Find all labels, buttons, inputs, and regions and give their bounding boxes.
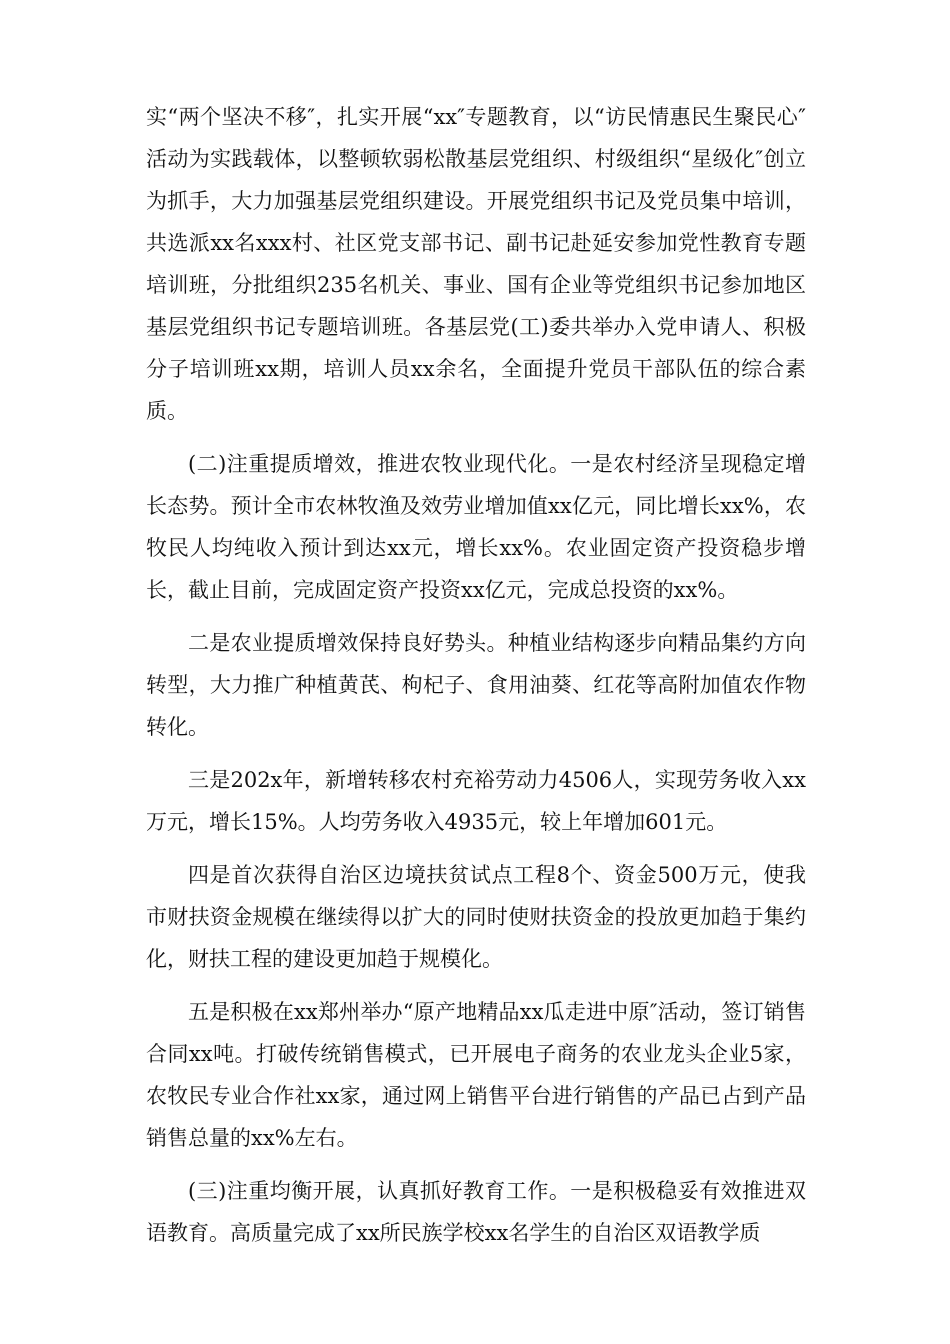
document-page — [146, 96, 806, 1265]
paragraph-party-building: 实“两个坚决不移″，扎实开展“xx″专题教育，以“访民情惠民生聚民心″活动为实践载体，以整顿软弱松散基层党组织、村级组织“星级化″创立为抓手，大力加强基层党组织建设。开展党组织书记及党员集中培训，共选派xx名xxx村、社区党支部书记、副书记赴延安参加党性教育专题培训班，分批组织235名机关、事业、国有企业等党组织书记参加地区基层党组织书记专题培训班。各基层党(工)委共举办入党申请人、积极分子培训班xx期，培训人员xx余名，全面提升党员干部队伍的综合素质。 — [146, 105, 806, 423]
paragraph-agriculture-quality: 二是农业提质增效保持良好势头。种植业结构逐步向精品集约方向转型，大力推广种植黄芪、枸杞子、食用油葵、红花等高附加值农作物转化。 — [146, 631, 806, 739]
paragraph-poverty-relief: 四是首次获得自治区边境扶贫试点工程8个、资金500万元，使我市财扶资金规模在继续得以扩大的同时使财扶资金的投放更加趋于集约化，财扶工程的建设更加趋于规模化。 — [146, 863, 806, 971]
paragraph-labor-transfer: 三是202x年，新增转移农村充裕劳动力4506人，实现劳务收入xx万元，增长15%。人均劳务收入4935元，较上年增加601元。 — [146, 768, 806, 834]
paragraph-education: (三)注重均衡开展，认真抓好教育工作。一是积极稳妥有效推进双语教育。高质量完成了xx所民族学校xx名学生的自治区双语教学质 — [146, 1179, 806, 1245]
paragraph-sales: 五是积极在xx郑州举办“原产地精品xx瓜走进中原″活动，签订销售合同xx吨。打破传统销售模式，已开展电子商务的农业龙头企业5家，农牧民专业合作社xx家，通过网上销售平台进行销售的产品已占到产品销售总量的xx%左右。 — [146, 1000, 806, 1150]
paragraph-agriculture-modernization: (二)注重提质增效，推进农牧业现代化。一是农村经济呈现稳定增长态势。预计全市农林牧渔及效劳业增加值xx亿元，同比增长xx%，农牧民人均纯收入预计到达xx元，增长xx%。农业固定资产投资稳步增长，截止目前，完成固定资产投资xx亿元，完成总投资的xx%。 — [146, 452, 806, 602]
